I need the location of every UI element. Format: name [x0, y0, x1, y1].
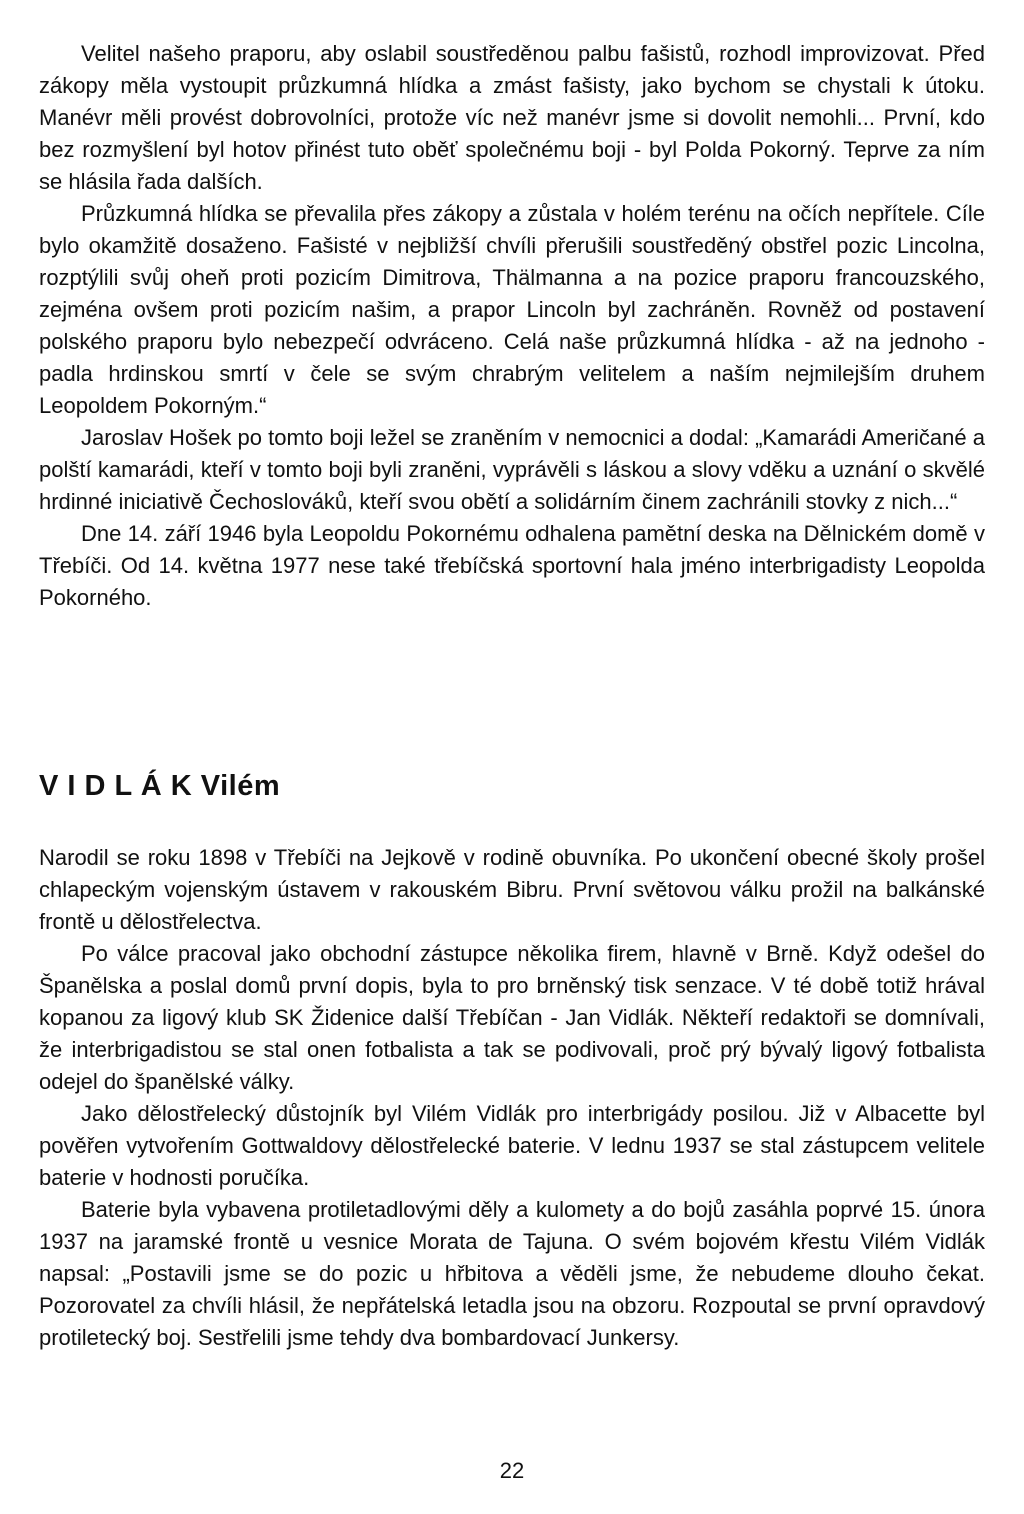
paragraph: Průzkumná hlídka se převalila přes zákopy a zůstala v holém terénu na očích nepřítele. Cíle bylo okamžitě dosaženo. Fašisté v nejbližší chvíli přerušili soustředěný obstřel pozic Lincolna, rozptýlili svůj oheň proti pozicím Dimitrova, Thälmanna a na pozice praporu francouzského, zejména ovšem proti pozicím našim, a prapor Lincoln byl zachráněn. Rovněž od postavení polského praporu bylo nebezpečí odvráceno. Celá naše průzkumná hlídka - až na jednoho - padla hrdinskou smrtí v čele se svým chrabrým velitelem a naším nejmilejším druhem Leopoldem Pokorným.“: [39, 201, 985, 418]
heading-surname: V I D L Á K: [39, 770, 193, 802]
paragraph: Jako dělostřelecký důstojník byl Vilém Vidlák pro interbrigády posilou. Již v Albacette byl pověřen vytvořením Gottwaldovy dělostřelecké baterie. V lednu 1937 se stal zástupcem velitele baterie v hodnosti poručíka.: [39, 1101, 985, 1190]
heading-first-name: Vilém: [200, 770, 281, 802]
section-heading: [39, 770, 280, 803]
paragraph: Jaroslav Hošek po tomto boji ležel se zraněním v nemocnici a dodal: „Kamarádi Američané a polští kamarádi, kteří v tomto boji byli zraněni, vyprávěli s láskou a slovy vděku a uznání o skvělé hrdinné iniciativě Čechoslováků, kteří svou obětí a solidárním činem zachránili stovky z nich...“: [39, 425, 985, 514]
paragraph: Narodil se roku 1898 v Třebíči na Jejkově v rodině obuvníka. Po ukončení obecné školy prošel chlapeckým vojenským ústavem v rakouském Bibru. První světovou válku prožil na balkánské frontě u dělostřelectva.: [39, 845, 985, 934]
paragraph: Po válce pracoval jako obchodní zástupce několika firem, hlavně v Brně. Když odešel do Španělska a poslal domů první dopis, byla to pro brněnský tisk senzace. V té době totiž hrával kopanou za ligový klub SK Židenice další Třebíčan - Jan Vidlák. Někteří redaktoři se domnívali, že interbrigadistou se stal onen fotbalista a tak se podivovali, proč prý bývalý ligový fotbalista odejel do španělské války.: [39, 941, 985, 1094]
paragraph: Velitel našeho praporu, aby oslabil soustředěnou palbu fašistů, rozhodl improvizovat. Před zákopy měla vystoupit průzkumná hlídka a zmást fašisty, jako bychom se chystali k útoku. Manévr měli provést dobrovolníci, protože víc než manévr jsme si dovolit nemohli... První, kdo bez rozmyšlení byl hotov přinést tuto oběť společnému boji - byl Polda Pokorný. Teprve za ním se hlásila řada dalších.: [39, 41, 985, 194]
section-vilem-vidlak: [39, 842, 985, 1354]
page-number: 22: [499, 1458, 525, 1483]
paragraph: Dne 14. září 1946 byla Leopoldu Pokornému odhalena pamětní deska na Dělnickém domě v Třebíči. Od 14. května 1977 nese také třebíčská sportovní hala jméno interbrigadisty Leopolda Pokorného.: [39, 521, 985, 610]
section-leopold-pokorny: [39, 38, 985, 614]
paragraph: Baterie byla vybavena protiletadlovými děly a kulomety a do bojů zasáhla poprvé 15. února 1937 na jaramské frontě u vesnice Morata de Tajuna. O svém bojovém křestu Vilém Vidlák napsal: „Postavili jsme se do pozic u hřbitova a věděli jsme, že nebudeme dlouho čekat. Pozorovatel za chvíli hlásil, že nepřátelská letadla jsou na obzoru. Rozpoutal se první opravdový protiletecký boj. Sestřelili jsme tehdy dva bombardovací Junkersy.: [39, 1197, 985, 1350]
